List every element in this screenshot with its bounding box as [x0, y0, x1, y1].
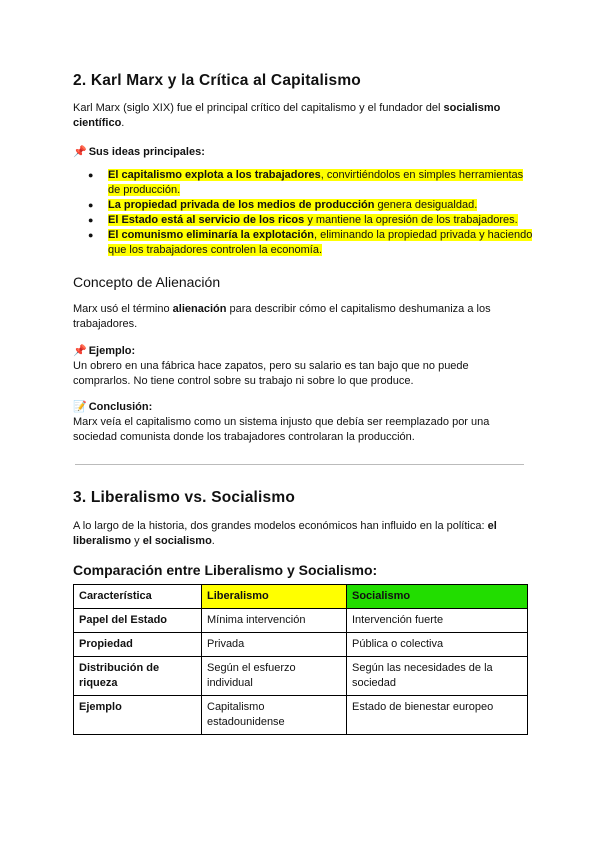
- table-header-row: [74, 585, 528, 609]
- table-cell: Distribución de riqueza: [74, 657, 202, 696]
- list-item: ● La propiedad privada de los medios de producción genera desigualdad.: [73, 198, 533, 213]
- conclusion-heading: 📝 Conclusión:: [73, 401, 153, 413]
- section2-intro: Karl Marx (siglo XIX) fue el principal crítico del capitalismo y el fundador del socialismo científico.: [73, 102, 501, 129]
- list-item: ● El comunismo eliminaría la explotación, eliminando la propiedad privada y haciendo que los trabajadores controlen la economía.: [73, 228, 533, 258]
- pin-icon: 📌: [73, 345, 87, 357]
- ideas-list: [73, 168, 533, 258]
- table-cell: Según el esfuerzo individual: [202, 657, 347, 696]
- table-cell: Mínima intervención: [202, 609, 347, 633]
- header-cell: Característica: [74, 585, 202, 609]
- table-cell: Propiedad: [74, 633, 202, 657]
- table-row: [74, 609, 528, 633]
- table-row: [74, 696, 528, 735]
- table-cell: Ejemplo: [74, 696, 202, 735]
- example-heading: 📌 Ejemplo:: [73, 345, 136, 357]
- table-cell: Según las necesidades de la sociedad: [347, 657, 528, 696]
- comparison-table: [73, 584, 528, 735]
- table-title: Comparación entre Liberalismo y Socialismo:: [73, 562, 378, 578]
- list-item: ● El Estado está al servicio de los ricos y mantiene la opresión de los trabajadores.: [73, 213, 533, 228]
- table-cell: Pública o colectiva: [347, 633, 528, 657]
- memo-icon: 📝: [73, 401, 87, 413]
- section3-title: 3. Liberalismo vs. Socialismo: [73, 489, 296, 506]
- table-cell: Intervención fuerte: [347, 609, 528, 633]
- section2-title: 2. Karl Marx y la Crítica al Capitalismo: [73, 72, 361, 89]
- ideas-heading: 📌 Sus ideas principales:: [73, 146, 205, 158]
- list-item: ● El capitalismo explota a los trabajadores, convirtiéndolos en simples herramientas de producción.: [73, 168, 533, 198]
- header-cell-liberalismo: Liberalismo: [202, 585, 347, 609]
- pin-icon: 📌: [73, 146, 87, 158]
- table-cell: Privada: [202, 633, 347, 657]
- section3-intro: A lo largo de la historia, dos grandes modelos económicos han influido en la política: el liberalismo y el socialismo.: [73, 520, 497, 547]
- example-text: Un obrero en una fábrica hace zapatos, pero su salario es tan bajo que no puede comprarlos. No tiene control sobre su trabajo ni sobre lo que produce.: [73, 360, 469, 387]
- table-cell: Capitalismo estadounidense: [202, 696, 347, 735]
- header-cell-socialismo: Socialismo: [347, 585, 528, 609]
- table-cell: Papel del Estado: [74, 609, 202, 633]
- alienation-title: Concepto de Alienación: [73, 274, 221, 290]
- alienation-text: Marx usó el término alienación para describir cómo el capitalismo deshumaniza a los trabajadores.: [73, 303, 491, 330]
- table-row: [74, 657, 528, 696]
- conclusion-text: Marx veía el capitalismo como un sistema injusto que debía ser reemplazado por una sociedad comunista donde los trabajadores controlaran la producción.: [73, 416, 490, 443]
- table-cell: Estado de bienestar europeo: [347, 696, 528, 735]
- divider: [75, 464, 524, 465]
- table-row: [74, 633, 528, 657]
